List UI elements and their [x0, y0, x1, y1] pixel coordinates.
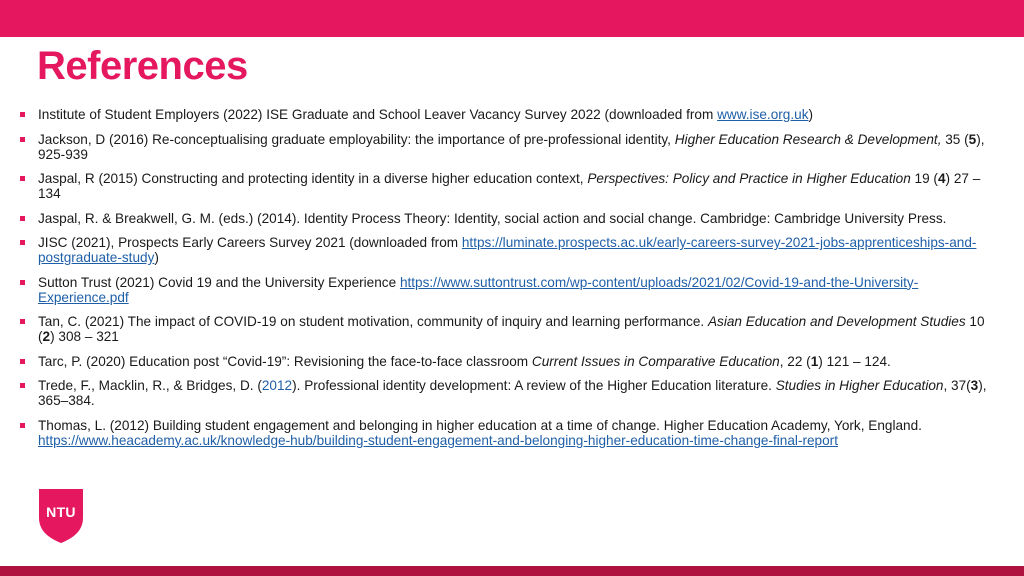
bullet-icon: [20, 423, 25, 428]
reference-item: Tarc, P. (2020) Education post “Covid-19”: Revisioning the face-to-face classroom Current Issues in Comparative Education, 22 (1) 121 – 124.: [20, 354, 995, 369]
reference-link[interactable]: www.ise.org.uk: [717, 107, 809, 122]
reference-item: Tan, C. (2021) The impact of COVID-19 on student motivation, community of inquiry and learning performance. Asian Education and Development Studies 10 (2) 308 – 321: [20, 314, 995, 344]
reference-item: Trede, F., Macklin, R., & Bridges, D. (2012). Professional identity development: A review of the Higher Education literature. Studies in Higher Education, 37(3), 365–384.: [20, 378, 995, 408]
reference-item: Thomas, L. (2012) Building student engagement and belonging in higher education at a time of change. Higher Education Academy, York, England. https://www.heacademy.ac.uk/knowledge-hub/building-student-engagement-and-belonging-higher-education-time-change-final-report: [20, 418, 995, 448]
reference-item: Institute of Student Employers (2022) ISE Graduate and School Leaver Vacancy Survey 2022 (downloaded from www.ise.org.uk): [20, 107, 995, 122]
bullet-icon: [20, 240, 25, 245]
bullet-icon: [20, 112, 25, 117]
reference-link[interactable]: https://www.heacademy.ac.uk/knowledge-hub/building-student-engagement-and-belonging-higher-education-time-change-final-report: [38, 432, 838, 448]
ntu-logo: [38, 488, 84, 544]
bullet-icon: [20, 383, 25, 388]
bullet-icon: [20, 137, 25, 142]
bullet-icon: [20, 280, 25, 285]
reference-item: Jaspal, R (2015) Constructing and protecting identity in a diverse higher education context, Perspectives: Policy and Practice in Higher Education 19 (4) 27 – 134: [20, 171, 995, 201]
top-banner: [0, 0, 1024, 37]
reference-item: JISC (2021), Prospects Early Careers Survey 2021 (downloaded from https://luminate.prospects.ac.uk/early-careers-survey-2021-jobs-apprenticeships-and-postgraduate-study): [20, 235, 995, 265]
reference-link[interactable]: https://luminate.prospects.ac.uk/early-careers-survey-2021-jobs-apprenticeships-and-postgraduate-study: [38, 235, 977, 265]
bullet-icon: [20, 319, 25, 324]
bullet-icon: [20, 359, 25, 364]
journal-title: Higher Education Research & Development,: [674, 131, 942, 147]
reference-item: Sutton Trust (2021) Covid 19 and the University Experience https://www.suttontrust.com/wp-content/uploads/2021/02/Covid-19-and-the-University-Experience.pdf: [20, 275, 995, 305]
journal-title: Perspectives: Policy and Practice in Higher Education: [587, 171, 911, 186]
page-title: References: [37, 44, 248, 88]
journal-title: Current Issues in Comparative Education: [531, 353, 780, 369]
logo-text: NTU: [46, 504, 76, 520]
bullet-icon: [20, 216, 25, 221]
reference-item: Jaspal, R. & Breakwell, G. M. (eds.) (2014). Identity Process Theory: Identity, social action and social change. Cambridge: Cambridge University Press.: [20, 211, 995, 226]
journal-title: Asian Education and Development Studies: [707, 314, 966, 329]
bottom-banner: [0, 566, 1024, 576]
year-link[interactable]: 2012: [261, 378, 293, 393]
reference-list: [20, 107, 995, 457]
reference-item: Jackson, D (2016) Re-conceptualising graduate employability: the importance of pre-professional identity, Higher Education Research & Development, 35 (5), 925-939: [20, 132, 995, 162]
journal-title: Studies in Higher Education: [775, 378, 944, 393]
bullet-icon: [20, 176, 25, 181]
reference-link[interactable]: https://www.suttontrust.com/wp-content/uploads/2021/02/Covid-19-and-the-University-Experience.pdf: [38, 274, 919, 305]
